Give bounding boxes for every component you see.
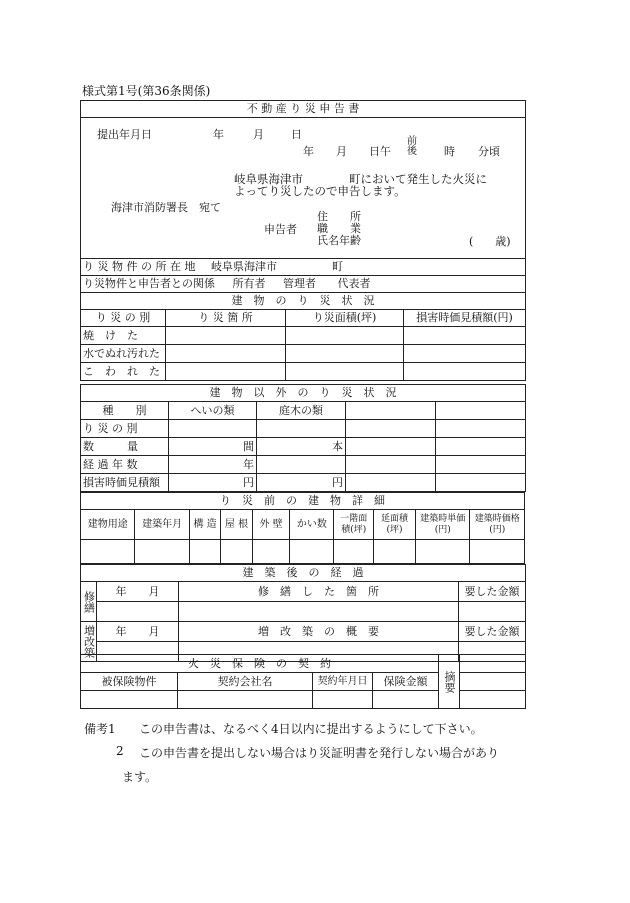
property-location-value[interactable]: 岐阜県海津市 町 [210,260,343,273]
nb-cell[interactable] [436,420,526,438]
bdet-header-wall: 外 壁 [252,510,290,540]
form-top-table [80,100,526,381]
nb-cell[interactable] [169,420,257,438]
bd-cell[interactable] [286,345,404,363]
submission-month[interactable]: 月 [253,128,264,141]
bd-cell[interactable] [404,363,526,381]
submission-day[interactable]: 日 [291,128,302,141]
extension-cost-label: 要した金額 [459,622,526,642]
submission-date-label: 提出年月日 [97,128,152,141]
bd-cell[interactable] [166,345,286,363]
ins-cell[interactable] [373,691,439,709]
ins-cell[interactable] [178,691,313,709]
bd-cell[interactable] [404,345,526,363]
note-1: この申告書は、なるべく4日以内に提出するようにして下さい。 [139,722,483,736]
relationship-owner[interactable]: 所有者 [232,277,266,290]
repair-label: 修繕 [81,582,97,622]
bdet-cell[interactable] [135,540,189,564]
non-building-table [80,384,526,492]
bd-cell[interactable] [404,327,526,345]
bdet-cell[interactable] [374,540,416,564]
nb-row-type: り 災 の 別 [81,420,169,438]
building-details-table [80,492,525,564]
nb-cell[interactable] [436,456,526,474]
fire-statement-line1: 岐阜県海津市 町において発生した火災に [234,172,487,186]
insurance-remarks-cell[interactable] [460,655,526,673]
bdet-cell[interactable] [470,540,525,564]
nb-cell[interactable] [257,456,346,474]
bdet-cell[interactable] [290,540,334,564]
bdet-header-unit-price: 建築時単価(円) [416,510,470,540]
bd-row-burned: 焼 け た [81,327,166,345]
ins-cell[interactable] [81,691,178,709]
bdet-cell[interactable] [334,540,374,564]
building-details-title: り 災 前 の 建 物 詳 細 [81,493,525,510]
extension-date-label[interactable]: 年 月 [97,622,179,642]
bd-row-broken: こ わ れ た [81,363,166,381]
relationship-label: り災物件と申告者との関係 [83,277,215,290]
declarant-fields [317,211,361,247]
fire-date-prefix[interactable]: 年 月 日午 [303,145,391,158]
pm-label: 後 [407,146,417,157]
bdet-cell[interactable] [221,540,252,564]
nb-age-fence[interactable]: 年 [169,456,257,474]
ins-header-property: 被保険物件 [81,673,178,691]
note-2-line1: この申告書を提出しない場合はり災証明書を発行しない場合があり [139,746,500,760]
property-location-label: り 災 物 件 の 所 在 地 [83,260,196,273]
bd-header-type: り 災 の 別 [81,310,166,327]
bd-cell[interactable] [286,363,404,381]
nb-cell[interactable] [436,438,526,456]
extension-desc-label: 増 改 築 の 概 要 [179,622,459,642]
ins-header-company: 契約会社名 [178,673,313,691]
nb-value-trees[interactable]: 円 [257,474,346,492]
bdet-header-structure: 構 造 [189,510,220,540]
bdet-header-use: 建物用途 [81,510,135,540]
addressee: 海津市消防署長 宛て [111,201,221,214]
nb-cell[interactable] [436,474,526,492]
relationship-representative[interactable]: 代表者 [337,277,371,290]
bdet-header-first-floor: 一階面積(坪) [334,510,374,540]
insurance-table [80,654,526,709]
relationship-manager[interactable]: 管理者 [283,277,316,290]
bdet-header-roof: 屋 根 [221,510,252,540]
nb-cell[interactable] [346,420,436,438]
bd-cell[interactable] [286,327,404,345]
ins-header-amount: 保険金額 [373,673,439,691]
declarant-label: 申告者 [264,223,297,236]
nb-cell[interactable] [436,402,526,420]
bdet-header-floors: かい数 [290,510,334,540]
bdet-header-built: 建築年月 [135,510,189,540]
nb-cell[interactable] [346,456,436,474]
bd-cell[interactable] [166,327,286,345]
fire-minute[interactable]: 分頃 [478,145,500,158]
address-label: 住 所 [317,210,361,223]
nb-cell[interactable] [257,420,346,438]
bdet-header-price: 建築時価格(円) [470,510,525,540]
insurance-remarks-cell[interactable] [460,691,526,709]
repair-cell[interactable] [179,602,459,622]
bdet-cell[interactable] [416,540,470,564]
submission-year[interactable]: 年 [213,128,224,141]
fire-statement-line2: よってり災したので申告します。 [234,184,406,198]
nb-quantity-fence[interactable]: 間 [169,438,257,456]
repair-date-label[interactable]: 年 月 [97,582,179,602]
post-construction-table [80,564,526,662]
bd-row-water: 水でぬれ汚れた [81,345,166,363]
nb-value-fence[interactable]: 円 [169,474,257,492]
nb-cell[interactable] [346,402,436,420]
bd-header-location: り 災 箇 所 [166,310,286,327]
name-age-label: 氏名年齢 [317,234,361,247]
bdet-cell[interactable] [81,540,135,564]
nb-cell[interactable] [346,438,436,456]
occupation-label: 職 業 [317,222,361,235]
ins-header-date: 契約年月日 [313,673,373,691]
repair-cell[interactable] [459,602,526,622]
notes-label: 備考1 [84,722,116,736]
relationship-row [81,276,526,293]
nb-header-kind: 種 別 [81,402,169,420]
nb-row-quantity: 数 量 [81,438,169,456]
insurance-remarks-label: 摘要 [439,655,460,709]
bd-cell[interactable] [166,363,286,381]
repair-desc-label: 修 繕 し た 箇 所 [179,582,459,602]
bdet-cell[interactable] [189,540,220,564]
nb-header-fence: へいの類 [169,402,257,420]
non-building-title: 建 物 以 外 の り 災 状 況 [81,385,526,402]
note-2-line2: ます。 [122,770,158,784]
bd-header-value: 損害時価見積額(円) [404,310,526,327]
nb-row-age: 経 過 年 数 [81,456,169,474]
post-construction-title: 建 築 後 の 経 過 [81,565,526,582]
bdet-header-total-area: 延面積(坪) [374,510,416,540]
insurance-title: 火 災 保 険 の 契 約 [81,655,439,673]
repair-cell[interactable] [97,602,179,622]
am-pm-selector[interactable] [407,137,417,157]
bd-header-area: り災面積(坪) [286,310,404,327]
fire-hour[interactable]: 時 [444,145,455,158]
header-block [81,118,526,259]
nb-header-trees: 庭木の類 [257,402,346,420]
insurance-remarks-cell[interactable] [460,673,526,691]
nb-cell[interactable] [346,474,436,492]
building-damage-title: 建 物 の り 災 状 況 [81,293,526,310]
form-label: 様式第1号(第36条関係) [82,84,211,98]
note-2-number: 2 [116,744,124,758]
repair-cost-label: 要した金額 [459,582,526,602]
nb-row-value: 損害時価見積額 [81,474,169,492]
am-label: 前 [407,136,417,147]
property-location-row [81,259,526,276]
extension-label: 増改築 [81,622,97,662]
form-title: 不 動 産 り 災 申 告 書 [81,101,526,118]
ins-cell[interactable] [313,691,373,709]
bdet-cell[interactable] [252,540,290,564]
age-field[interactable]: ( 歳) [469,235,511,248]
nb-quantity-trees[interactable]: 本 [257,438,346,456]
